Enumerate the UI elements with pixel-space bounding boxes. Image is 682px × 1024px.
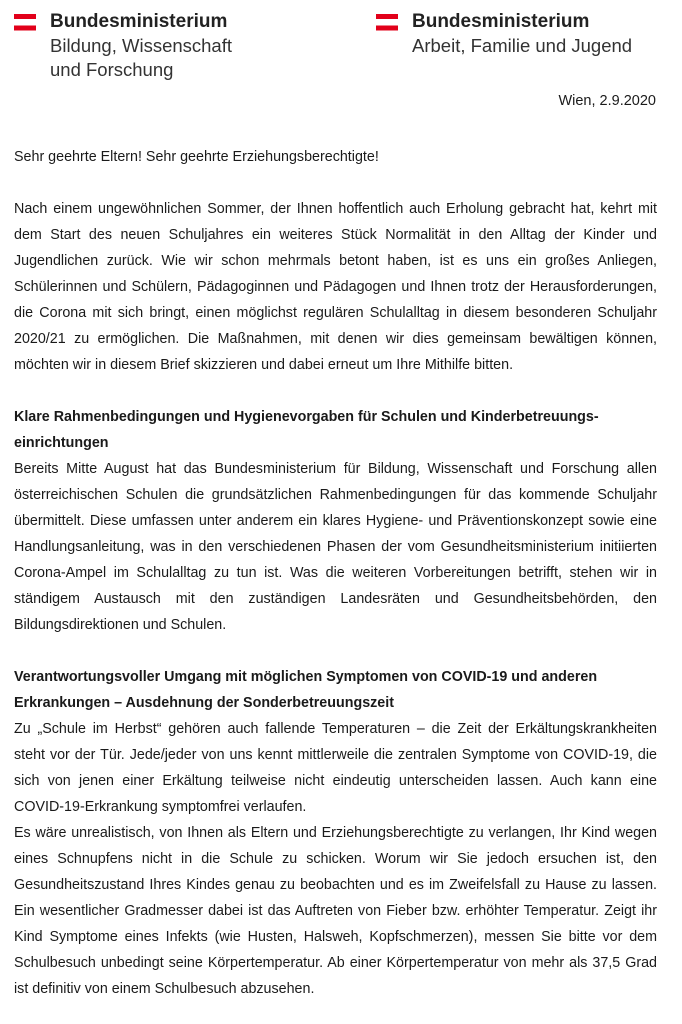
section-heading-framework: Klare Rahmenbedingungen und Hygienevorgaben für Schulen und Kinderbetreuungs-einrichtungen (14, 409, 599, 451)
ministry-name-labour-family (412, 10, 632, 58)
letterhead (0, 10, 682, 90)
letter-body (14, 144, 657, 1002)
flag-stripe-middle (376, 20, 398, 25)
flag-stripe-top (376, 14, 398, 19)
letter-date: Wien, 2.9.2020 (558, 93, 656, 109)
ministry-name-education (50, 10, 232, 82)
paragraph-spacer (14, 378, 657, 404)
flag-stripe-top (14, 14, 36, 19)
ministry-title: Bundesministerium (412, 11, 590, 32)
paragraph-spacer (14, 170, 657, 196)
paragraph-spacer (14, 638, 657, 664)
intro-paragraph: Nach einem ungewöhnlichen Sommer, der Ihnen hoffentlich auch Erholung gebracht hat, kehrt mit dem Start des neuen Schuljahres ein weiteres Stück Normalität in den Alltag der Kinder und Jugendlichen zurück. Wie wir schon mehrmals betont haben, ist es uns ein großes Anliegen, Schülerinnen und Schülern, Pädagoginnen und Pädagogen und Ihnen trotz der Herausforderungen, die Corona mit sich bringt, einen möglichst regulären Schulalltag in diesem besonderen Schuljahr 2020/21 zu ermöglichen. Die Maßnahmen, mit denen wir dies gemeinsam bewältigen können, möchten wir in diesem Brief skizzieren und dabei erneut um Ihre Mithilfe bitten. (14, 201, 657, 373)
ministry-subtitle-line2: und Forschung (50, 59, 174, 80)
ministry-subtitle-line1: Arbeit, Familie und Jugend (412, 35, 633, 56)
ministry-subtitle-line1: Bildung, Wissenschaft (50, 35, 233, 56)
flag-stripe-middle (14, 20, 36, 25)
flag-stripe-bottom (376, 26, 398, 31)
greeting: Sehr geehrte Eltern! Sehr geehrte Erziehungsberechtigte! (14, 149, 379, 165)
flag-stripe-bottom (14, 26, 36, 31)
section-body-framework: Bereits Mitte August hat das Bundesministerium für Bildung, Wissenschaft und Forschung allen österreichischen Schulen die grundsätzlichen Rahmenbedingungen für das kommende Schuljahr übermittelt. Diese umfassen unter anderem ein klares Hygiene- und Präventionskonzept sowie eine Handlungsanleitung, was in den verschiedenen Phasen der vom Gesundheitsministerium initiierten Corona-Ampel im Schulalltag zu tun ist. Was die weiteren Vorbereitungen betrifft, stehen wir in ständigem Austausch mit den zuständigen Landesräten und Gesundheitsbehörden, den Bildungsdirektionen und Schulen. (14, 461, 657, 633)
ministry-title: Bundesministerium (50, 11, 228, 32)
section-body-symptoms-1: Zu „Schule im Herbst“ gehören auch fallende Temperaturen – die Zeit der Erkältungskrankheiten steht vor der Tür. Jede/jeder von uns kennt mittlerweile die zentralen Symptome von COVID-19, die sich von jenen einer Erkältung teilweise nicht eindeutig unterscheiden lassen. Auch kann eine COVID-19-Erkrankung symptomfrei verlaufen. (14, 721, 657, 815)
austrian-flag-icon (14, 14, 36, 31)
section-body-symptoms-2: Es wäre unrealistisch, von Ihnen als Eltern und Erziehungsberechtigte zu verlangen, Ihr Kind wegen eines Schnupfens nicht in die Schule zu schicken. Worum wir Sie jedoch ersuchen ist, den Gesundheitszustand Ihres Kindes genau zu beobachten und es im Zweifelsfall zu Hause zu lassen. Ein wesentlicher Gradmesser dabei ist das Auftreten von Fieber bzw. erhöhter Temperatur. Zeigt ihr Kind Symptome eines Infekts (wie Husten, Halsweh, Kopfschmerzen), messen Sie bitte vor dem Schulbesuch unbedingt seine Körpertemperatur. Ab einer Körpertemperatur von mehr als 37,5 Grad ist definitiv von einem Schulbesuch abzusehen. (14, 825, 657, 997)
austrian-flag-icon (376, 14, 398, 31)
section-heading-symptoms: Verantwortungsvoller Umgang mit möglichen Symptomen von COVID-19 und anderen Erkrankungen – Ausdehnung der Sonderbetreuungszeit (14, 669, 598, 711)
